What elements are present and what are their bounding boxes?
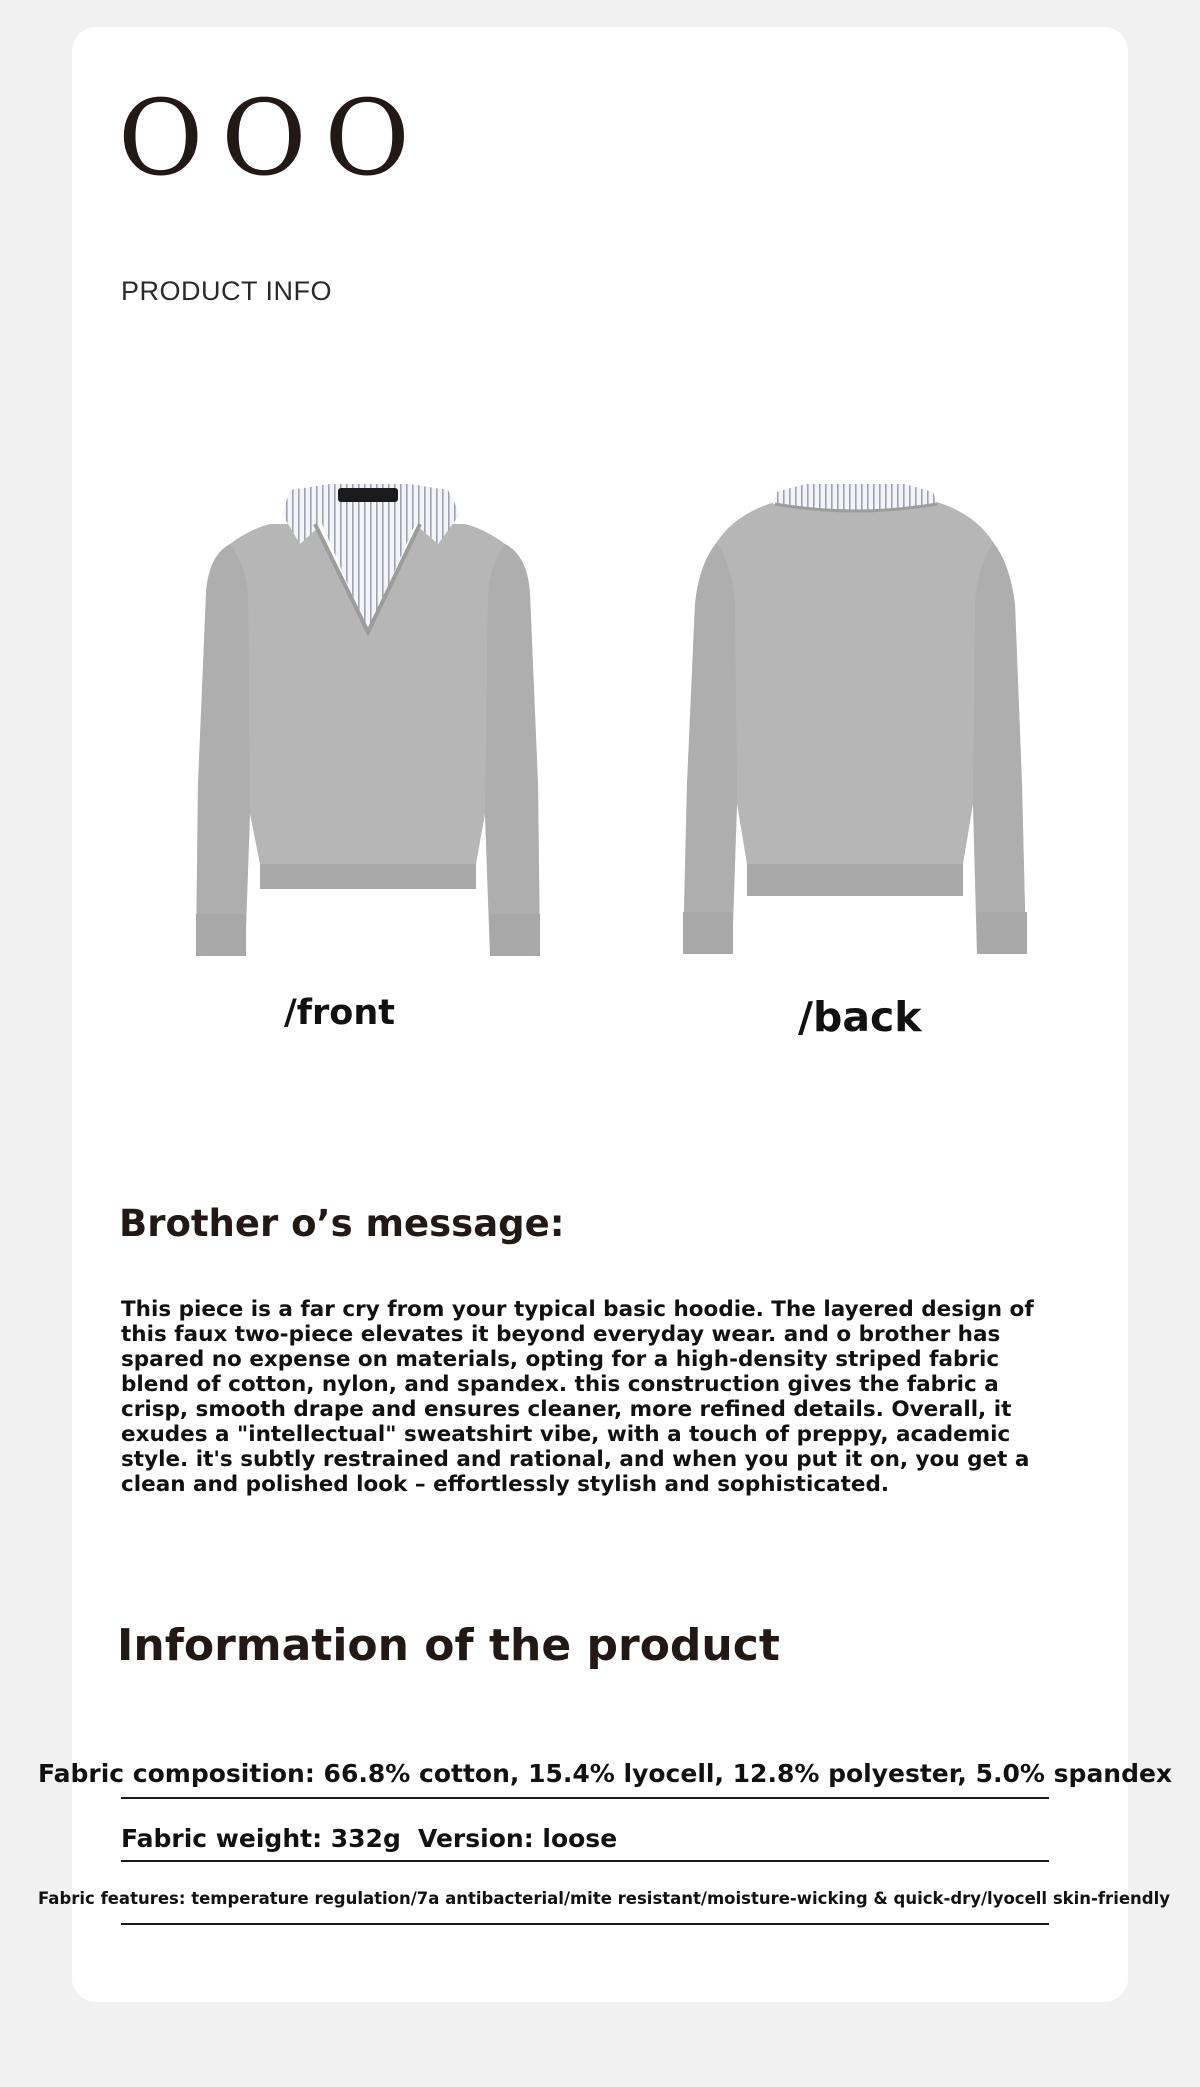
sweatshirt-back-image [675, 484, 1030, 956]
message-body: This piece is a far cry from your typical basic hoodie. The layered design of this faux two-piece elevates it beyond everyday wear. and o brother has spared no expense on materials, opting for a high-density striped fabric blend of cotton, nylon, and spandex. this construction gives the fabric a crisp, smooth drape and ensures cleaner, more refined details. Overall, it exudes a "intellectual" sweatshirt vibe, with a touch of preppy, academic style. it's subtly restrained and rational, and when you put it on, you get a clean and polished look – effortlessly stylish and sophisticated. [121, 1297, 1034, 1497]
information-heading: Information of the product [117, 1620, 780, 1671]
fabric-composition: Fabric composition: 66.8% cotton, 15.4% lyocell, 12.8% polyester, 5.0% spandex [38, 1759, 1173, 1788]
divider [121, 1923, 1049, 1925]
sweatshirt-front-image [190, 484, 545, 956]
back-view-label: /back [798, 993, 922, 1041]
section-label: PRODUCT INFO [121, 276, 333, 306]
divider [121, 1860, 1049, 1862]
brand-logo: OOO [118, 77, 428, 199]
fabric-weight: Fabric weight: 332g [121, 1824, 401, 1853]
divider [121, 1797, 1049, 1799]
fit-version: Version: loose [418, 1824, 618, 1853]
message-heading: Brother o’s message: [119, 1202, 565, 1245]
product-card [72, 27, 1128, 2002]
front-view-label: /front [284, 993, 395, 1033]
fabric-features: Fabric features: temperature regulation/7a antibacterial/mite resistant/moisture-wicking & quick-dry/lyocell skin-friendly [38, 1889, 1171, 1908]
